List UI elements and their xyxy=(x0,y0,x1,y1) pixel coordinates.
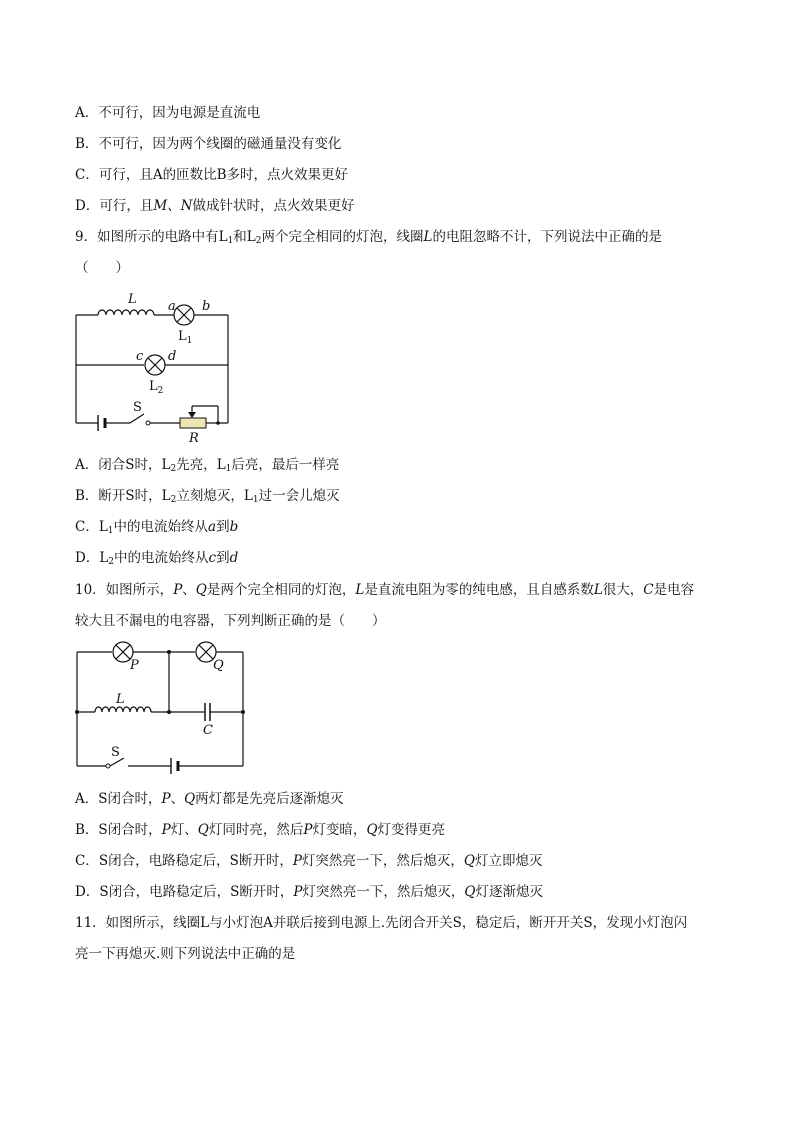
q10-stem-line1: 10．如图所示，P、Q是两个完全相同的灯泡，L是直流电阻为零的纯电感，且自感系数L很大，C是电容 xyxy=(75,582,695,598)
q10-option-b: B．S闭合时，P灯、Q灯同时亮，然后P灯变暗，Q灯变得更亮 xyxy=(75,822,446,838)
q9-stem: 9．如图所示的电路中有$L_1$和$L_2$两个完全相同的灯泡，线圈L的电阻忽略不计，下列说法中正确的是 xyxy=(75,229,662,246)
q10-option-c: C．S闭合，电路稳定后，S断开时，P灯突然亮一下，然后熄灭，Q灯立即熄灭 xyxy=(75,853,543,869)
svg-text:S: S xyxy=(133,400,142,415)
q9-option-d: D．$L_2$中的电流始终从c到d xyxy=(75,550,239,567)
svg-text:L: L xyxy=(116,692,125,707)
q11-stem-line2: 亮一下再熄灭.则下列说法中正确的是 xyxy=(75,946,296,962)
svg-text:d: d xyxy=(168,349,177,364)
svg-text:L1: $L_1$ xyxy=(178,329,193,346)
q8-option-d: D．可行，且M、N做成针状时，点火效果更好 xyxy=(75,198,355,214)
q10-stem-line2: 较大且不漏电的电容器，下列判断正确的是（ ） xyxy=(75,613,386,629)
svg-text:C: C xyxy=(203,723,213,738)
svg-text:c: c xyxy=(136,349,144,364)
q10-option-d: D．S闭合，电路稳定后，S断开时，P灯突然亮一下，然后熄灭，Q灯逐渐熄灭 xyxy=(75,884,543,900)
q9-circuit-diagram xyxy=(60,282,260,450)
svg-text:Q: Q xyxy=(213,658,224,673)
q9-option-b: B．断开S时，$L_2$立刻熄灭，$L_1$过一会儿熄灭 xyxy=(75,488,340,505)
svg-text:S: S xyxy=(111,745,120,760)
svg-text:a: a xyxy=(168,299,176,314)
q8-option-a: A．不可行，因为电源是直流电 xyxy=(75,105,261,121)
q9-option-a: A．闭合S时，$L_2$先亮，$L_1$后亮，最后一样亮 xyxy=(75,457,340,474)
q10-option-a: A．S闭合时，P、Q两灯都是先亮后逐渐熄灭 xyxy=(75,791,344,807)
q10-circuit-diagram xyxy=(60,636,260,786)
q9-rheostat-r xyxy=(180,418,206,428)
svg-text:L: L xyxy=(128,292,137,307)
q9-option-c: C．$L_1$中的电流始终从a到b xyxy=(75,519,239,536)
q11-stem-line1: 11．如图所示，线圈L与小灯泡A并联后接到电源上.先闭合开关S，稳定后，断开开关S，发现小灯泡闪 xyxy=(75,915,688,931)
q8-option-b: B．不可行，因为两个线圈的磁通量没有变化 xyxy=(75,136,342,152)
svg-text:P: P xyxy=(130,658,139,673)
q9-inductor-coil xyxy=(98,310,154,315)
q8-option-c: C．可行，且A的匝数比B多时，点火效果更好 xyxy=(75,167,348,183)
svg-text:b: b xyxy=(202,299,211,314)
q10-inductor-coil xyxy=(95,707,151,712)
svg-text:L2: $L_2$ xyxy=(149,379,164,396)
q9-answer-paren: （ ） xyxy=(75,260,129,276)
svg-text:R: R xyxy=(189,431,199,446)
